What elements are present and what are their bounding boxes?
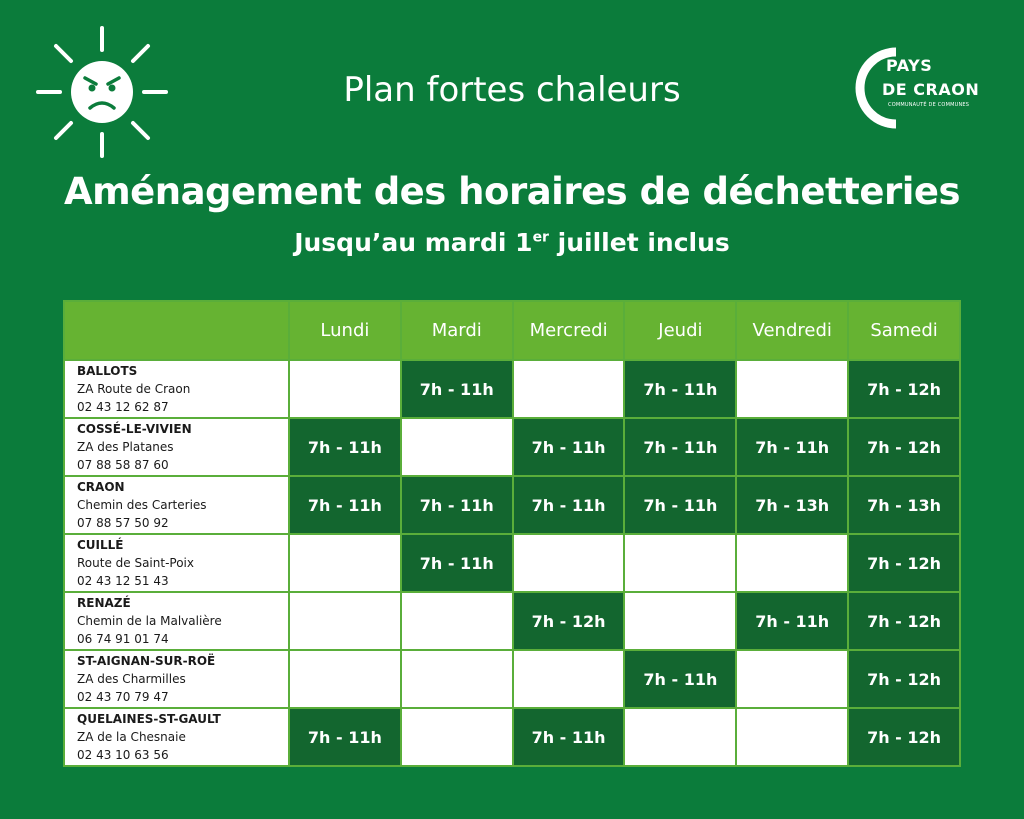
- site-address: Chemin de la Malvalière: [77, 614, 222, 628]
- site-phone: 02 43 12 51 43: [77, 574, 169, 588]
- closed-cell: [736, 360, 848, 418]
- site-name: ST-AIGNAN-SUR-ROË: [77, 654, 216, 668]
- hours-cell: 7h - 12h: [848, 534, 960, 592]
- site-name: QUELAINES-ST-GAULT: [77, 712, 221, 726]
- hours-cell: 7h - 11h: [289, 476, 401, 534]
- closed-cell: [401, 592, 513, 650]
- logo-line-2: DE CRAON: [882, 80, 980, 99]
- table-row: [64, 592, 960, 650]
- logo-line-1: PAYS: [886, 56, 933, 75]
- site-cell: [64, 476, 289, 534]
- site-cell: [64, 650, 289, 708]
- hours-cell: 7h - 11h: [289, 418, 401, 476]
- closed-cell: [289, 592, 401, 650]
- site-phone: 02 43 12 62 87: [77, 400, 169, 414]
- site-address: Route de Saint-Poix: [77, 556, 194, 570]
- hours-cell: 7h - 12h: [848, 708, 960, 766]
- site-name: BALLOTS: [77, 364, 138, 378]
- hours-cell: 7h - 11h: [401, 360, 513, 418]
- table-row: [64, 476, 960, 534]
- closed-cell: [289, 650, 401, 708]
- hours-cell: 7h - 13h: [848, 476, 960, 534]
- site-name: RENAZÉ: [77, 596, 131, 610]
- header-day: Mercredi: [513, 301, 625, 360]
- site-phone: 07 88 57 50 92: [77, 516, 169, 530]
- site-phone: 02 43 70 79 47: [77, 690, 169, 704]
- hours-cell: 7h - 12h: [848, 592, 960, 650]
- table-row: [64, 534, 960, 592]
- closed-cell: [513, 534, 625, 592]
- site-address: ZA des Charmilles: [77, 672, 186, 686]
- site-phone: 07 88 58 87 60: [77, 458, 169, 472]
- hours-cell: 7h - 11h: [513, 418, 625, 476]
- table-row: [64, 360, 960, 418]
- site-name: CRAON: [77, 480, 125, 494]
- hours-cell: 7h - 11h: [624, 650, 736, 708]
- header-day: Mardi: [401, 301, 513, 360]
- hours-cell: 7h - 11h: [289, 708, 401, 766]
- closed-cell: [736, 708, 848, 766]
- hours-cell: 7h - 12h: [848, 650, 960, 708]
- schedule-table: [63, 300, 961, 767]
- site-phone: 02 43 10 63 56: [77, 748, 169, 762]
- hours-cell: 7h - 13h: [736, 476, 848, 534]
- hours-cell: 7h - 11h: [401, 534, 513, 592]
- site-cell: [64, 360, 289, 418]
- site-cell: [64, 418, 289, 476]
- subtitle-superscript: er: [532, 229, 549, 246]
- closed-cell: [513, 650, 625, 708]
- site-address: Chemin des Carteries: [77, 498, 207, 512]
- closed-cell: [289, 534, 401, 592]
- site-cell: [64, 534, 289, 592]
- hours-cell: 7h - 11h: [736, 592, 848, 650]
- hours-cell: 7h - 11h: [513, 476, 625, 534]
- hours-cell: 7h - 11h: [624, 360, 736, 418]
- header-day: Samedi: [848, 301, 960, 360]
- subtitle-main: Jusqu’au mardi 1: [294, 228, 533, 257]
- subtitle-end: juillet inclus: [548, 228, 730, 257]
- table-header-row: [64, 301, 960, 360]
- site-cell: [64, 708, 289, 766]
- header-site-cell: [64, 301, 289, 360]
- hours-cell: 7h - 11h: [513, 708, 625, 766]
- hours-cell: 7h - 11h: [736, 418, 848, 476]
- hours-cell: 7h - 11h: [401, 476, 513, 534]
- closed-cell: [401, 708, 513, 766]
- site-name: CUILLÉ: [77, 538, 124, 552]
- closed-cell: [624, 592, 736, 650]
- closed-cell: [624, 534, 736, 592]
- header-day: Lundi: [289, 301, 401, 360]
- page-subtitle: [0, 228, 1024, 257]
- hours-cell: 7h - 11h: [624, 476, 736, 534]
- closed-cell: [624, 708, 736, 766]
- hours-cell: 7h - 12h: [513, 592, 625, 650]
- header-day: Vendredi: [736, 301, 848, 360]
- hours-cell: 7h - 12h: [848, 418, 960, 476]
- closed-cell: [736, 650, 848, 708]
- site-name: COSSÉ-LE-VIVIEN: [77, 422, 192, 436]
- closed-cell: [736, 534, 848, 592]
- closed-cell: [401, 418, 513, 476]
- closed-cell: [289, 360, 401, 418]
- closed-cell: [401, 650, 513, 708]
- site-cell: [64, 592, 289, 650]
- table-row: [64, 418, 960, 476]
- plan-title: Plan fortes chaleurs: [343, 70, 681, 110]
- logo-line-3: COMMUNAUTÉ DE COMMUNES: [888, 102, 970, 108]
- site-address: ZA des Platanes: [77, 440, 174, 454]
- site-address: ZA de la Chesnaie: [77, 730, 186, 744]
- hours-cell: 7h - 12h: [848, 360, 960, 418]
- page-title: Aménagement des horaires de déchetteries: [63, 170, 961, 213]
- header-day: Jeudi: [624, 301, 736, 360]
- table-row: [64, 650, 960, 708]
- table-row: [64, 708, 960, 766]
- hours-cell: 7h - 11h: [624, 418, 736, 476]
- closed-cell: [513, 360, 625, 418]
- site-phone: 06 74 91 01 74: [77, 632, 169, 646]
- site-address: ZA Route de Craon: [77, 382, 191, 396]
